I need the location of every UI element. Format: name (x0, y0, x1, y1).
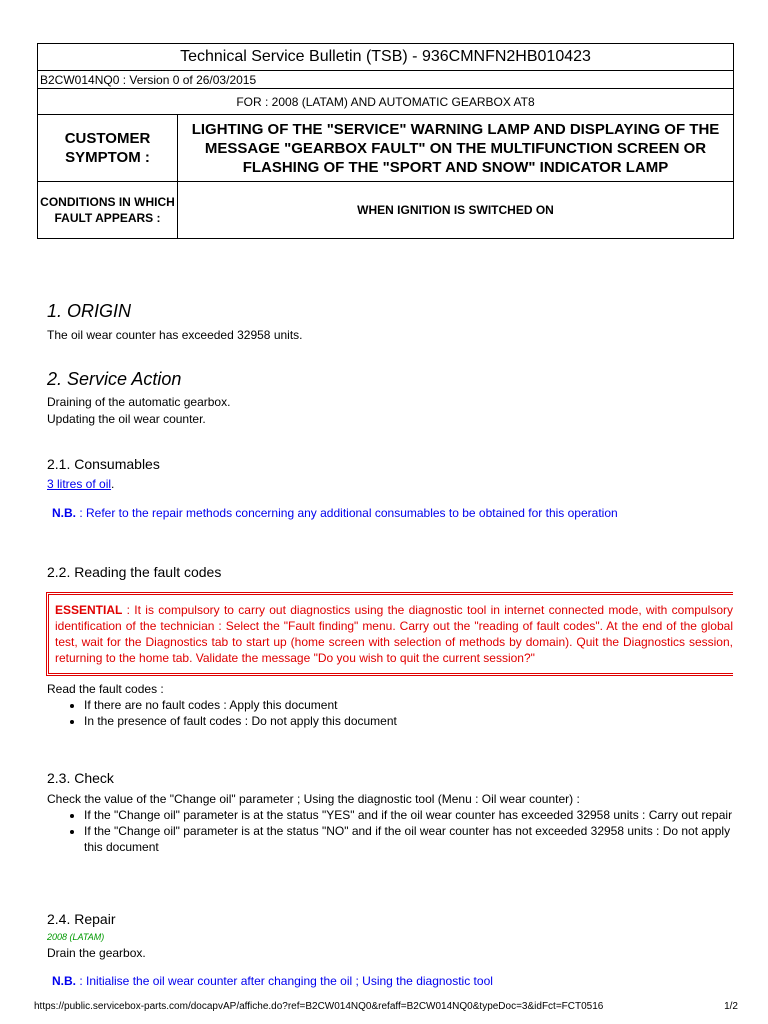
nb-label: N.B. (52, 506, 76, 520)
fault-codes-intro: Read the fault codes : (47, 682, 164, 696)
fault-codes-list (47, 697, 733, 729)
consumables-suffix: . (111, 477, 115, 491)
list-item: • If there are no fault codes : Apply this document (84, 697, 733, 713)
check-list (47, 807, 733, 855)
tsb-applicability: FOR : 2008 (LATAM) AND AUTOMATIC GEARBOX AT8 (38, 89, 734, 115)
service-action-line-1: Draining of the automatic gearbox. (47, 395, 231, 409)
essential-text: : It is compulsory to carry out diagnostics using the diagnostic tool in internet connected mode, with compulsory identification of the technician : Select the "Fault finding" menu. Carry out the "reading of fault codes". At the end of the global test, wait for the Diagnostics tab to start up (home screen with selection of methods by domain). Quit the Diagnostics session, returning to the home tab. Validate the message "Do you wish to quit the current session?" (55, 603, 733, 665)
consumables-heading: 2.1. Consumables (47, 456, 160, 472)
check-intro: Check the value of the "Change oil" parameter ; Using the diagnostic tool (Menu : Oil wear counter) : (47, 792, 580, 806)
print-url: https://public.servicebox-parts.com/docapvAP/affiche.do?ref=B2CW014NQ0&refaff=B2CW014NQ0&typeDoc=3&idFct=FCT0516 (34, 1001, 604, 1012)
nb-text: : Initialise the oil wear counter after changing the oil ; Using the diagnostic tool (76, 974, 493, 988)
consumables-line (47, 476, 114, 492)
oil-quantity-link[interactable]: 3 litres of oil (47, 477, 112, 491)
nb-label: N.B. (52, 974, 76, 988)
repair-nb (52, 974, 493, 988)
check-heading: 2.3. Check (47, 770, 114, 786)
tsb-header-table (37, 43, 734, 239)
conditions-text: WHEN IGNITION IS SWITCHED ON (178, 182, 734, 239)
list-item: • If the "Change oil" parameter is at the status "YES" and if the oil wear counter has exceeded 32958 units : Carry out repair (84, 807, 733, 823)
page-number: 1/2 (724, 1001, 738, 1012)
consumables-nb (52, 506, 618, 520)
tsb-title: Technical Service Bulletin (TSB) - 936CMNFN2HB010423 (38, 44, 734, 71)
list-item: • In the presence of fault codes : Do not apply this document (84, 713, 733, 729)
customer-symptom-label: CUSTOMER SYMPTOM : (38, 115, 178, 182)
repair-text: Drain the gearbox. (47, 946, 146, 960)
model-tag: 2008 (LATAM) (47, 932, 105, 942)
origin-text: The oil wear counter has exceeded 32958 units. (47, 328, 303, 342)
tsb-version: B2CW014NQ0 : Version 0 of 26/03/2015 (38, 71, 734, 89)
list-item: • If the "Change oil" parameter is at the status "NO" and if the oil wear counter has not exceeded 32958 units : Do not apply this document (84, 823, 733, 855)
service-action-heading: 2. Service Action (47, 369, 182, 389)
fault-codes-heading: 2.2. Reading the fault codes (47, 564, 222, 580)
origin-heading: 1. ORIGIN (47, 301, 132, 321)
essential-warning-box (46, 592, 733, 676)
service-action-line-2: Updating the oil wear counter. (47, 412, 206, 426)
nb-text: : Refer to the repair methods concerning any additional consumables to be obtained for this operation (76, 506, 618, 520)
conditions-label: CONDITIONS IN WHICH FAULT APPEARS : (38, 182, 178, 239)
essential-label: ESSENTIAL (55, 603, 123, 617)
customer-symptom-text: LIGHTING OF THE "SERVICE" WARNING LAMP AND DISPLAYING OF THE MESSAGE "GEARBOX FAULT" ON THE MULTIFUNCTION SCREEN OR FLASHING OF THE "SPORT AND SNOW" INDICATOR LAMP (178, 115, 734, 182)
repair-heading: 2.4. Repair (47, 911, 116, 927)
